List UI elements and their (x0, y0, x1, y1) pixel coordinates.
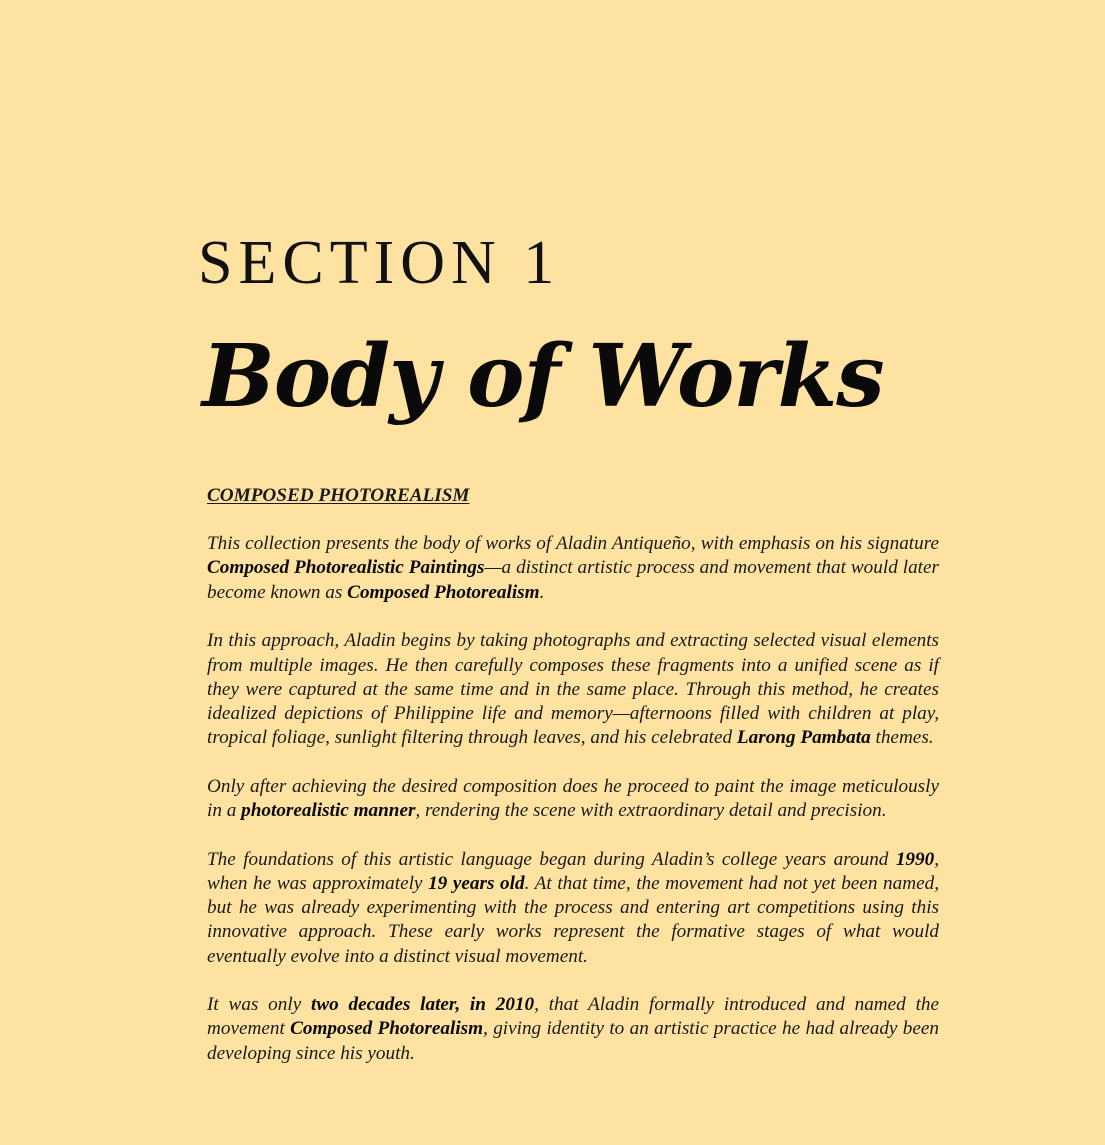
emphasis: Composed Photorealism (347, 581, 540, 603)
emphasis: photorealistic manner (241, 800, 416, 822)
emphasis: two decades later, in 2010 (311, 994, 535, 1016)
text-run: —a distinct artistic process and movement that would later become known as (207, 557, 939, 603)
text-run: , that Aladin formally introduced and named the movement (207, 994, 940, 1040)
emphasis: Composed Photorealism (290, 1018, 484, 1040)
text-run: . At that time, the movement had not yet been named, but he was already experimenting with the process and entering art competitions using this innovative approach. These early works represent the formative stages of what would eventually evolve into a distinct visual movement. (207, 872, 939, 967)
text-run: In this approach, Aladin begins by taking photographs and extracting selected visual elements from multiple images. He then carefully composes these fragments into a unified scene as if they were captured at the same time and in the same place. Through this method, he creates idealized depictions of Philippine life and memory—afternoons filled with children at play, tropical foliage, sunlight filtering through leaves, and his celebrated (207, 630, 939, 749)
section-title: Body of Works (202, 326, 884, 427)
text-run: , rendering the scene with extraordinary detail and precision. (415, 800, 887, 822)
emphasis: Larong Pambata (736, 727, 871, 749)
text-run: , when he was approximately (207, 848, 939, 894)
paragraph-process (207, 775, 939, 823)
emphasis: Composed Photorealistic Paintings (207, 557, 485, 579)
text-run: themes. (870, 727, 934, 749)
emphasis: 1990 (895, 848, 935, 870)
text-run: The foundations of this artistic language began during Aladin’s college years around (207, 848, 896, 870)
text-run: Only after achieving the desired composition does he proceed to paint the image meticulously in a (207, 775, 939, 822)
text-run: This collection presents the body of works of Aladin Antiqueño, with emphasis on his signature (207, 533, 939, 555)
body-text (207, 484, 939, 1090)
paragraph-intro (207, 532, 939, 605)
text-run: . (539, 581, 545, 603)
subheading: COMPOSED PHOTOREALISM (207, 485, 470, 506)
emphasis: 19 years old (428, 872, 525, 894)
paragraph-naming (207, 993, 939, 1066)
text-run: It was only (207, 994, 312, 1016)
text-run: , giving identity to an artistic practice he had already been developing since his youth. (207, 1018, 939, 1064)
paragraph-approach (207, 629, 939, 750)
paragraph-foundations (207, 848, 939, 969)
section-label: SECTION 1 (198, 229, 561, 297)
